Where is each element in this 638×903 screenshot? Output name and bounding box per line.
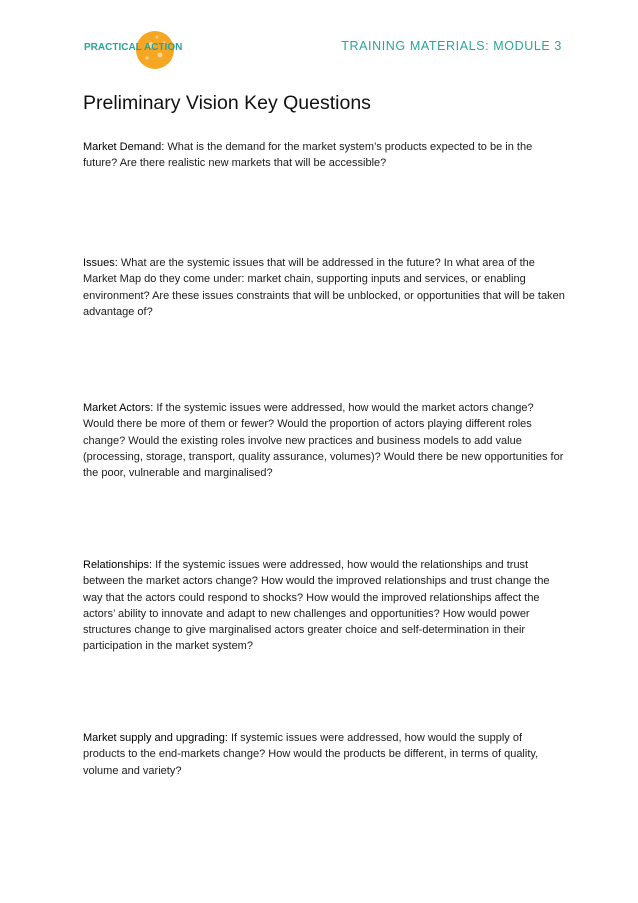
question-issues: [83, 255, 565, 320]
question-text: If systemic issues were addressed, how would the supply of products to the end-markets change? How would the products be different, in terms of quality, volume and variety?: [83, 732, 539, 777]
question-market-supply: [83, 730, 565, 779]
question-label: Market supply and upgrading:: [83, 732, 228, 744]
question-text: What is the demand for the market system’s products expected to be in the future? Are there realistic new markets that will be accessible?: [83, 141, 533, 170]
question-relationships: [83, 557, 565, 655]
question-label: Issues:: [83, 257, 118, 269]
practical-action-logo: [84, 28, 184, 72]
question-market-actors: [83, 400, 565, 481]
question-label: Market Demand:: [83, 141, 165, 153]
logo-text: PRACTICAL ACTION: [84, 42, 183, 53]
question-label: Market Actors:: [83, 402, 154, 414]
module-label: TRAINING MATERIALS: MODULE 3: [341, 39, 562, 53]
question-text: If the systemic issues were addressed, how would the market actors change? Would there be more of them or fewer? Would the proportion of actors playing different roles change? Would the existing roles involve new practices and business models to add value (processing, storage, transport, quality assurance, volumes)? Would there be new opportunities for the poor, vulnerable and marginalised?: [83, 402, 564, 480]
question-label: Relationships:: [83, 559, 153, 571]
question-text: What are the systemic issues that will be addressed in the future? In what area of the Market Map do they come under: market chain, supporting inputs and services, or enabling environment? Are these issues constraints that will be unblocked, or opportunities that will be taken advantage of?: [83, 257, 565, 318]
page-title: Preliminary Vision Key Questions: [83, 92, 371, 114]
question-text: If the systemic issues were addressed, how would the relationships and trust between the market actors change? How would the improved relationships and trust change the way that the actors could respond to shocks? How would the improved relationships affect the actors’ ability to innovate and adapt to new challenges and opportunities? How would power structures change to give marginalised actors greater choice and self-determination in their participation in the market system?: [83, 559, 550, 653]
question-market-demand: [83, 139, 565, 172]
